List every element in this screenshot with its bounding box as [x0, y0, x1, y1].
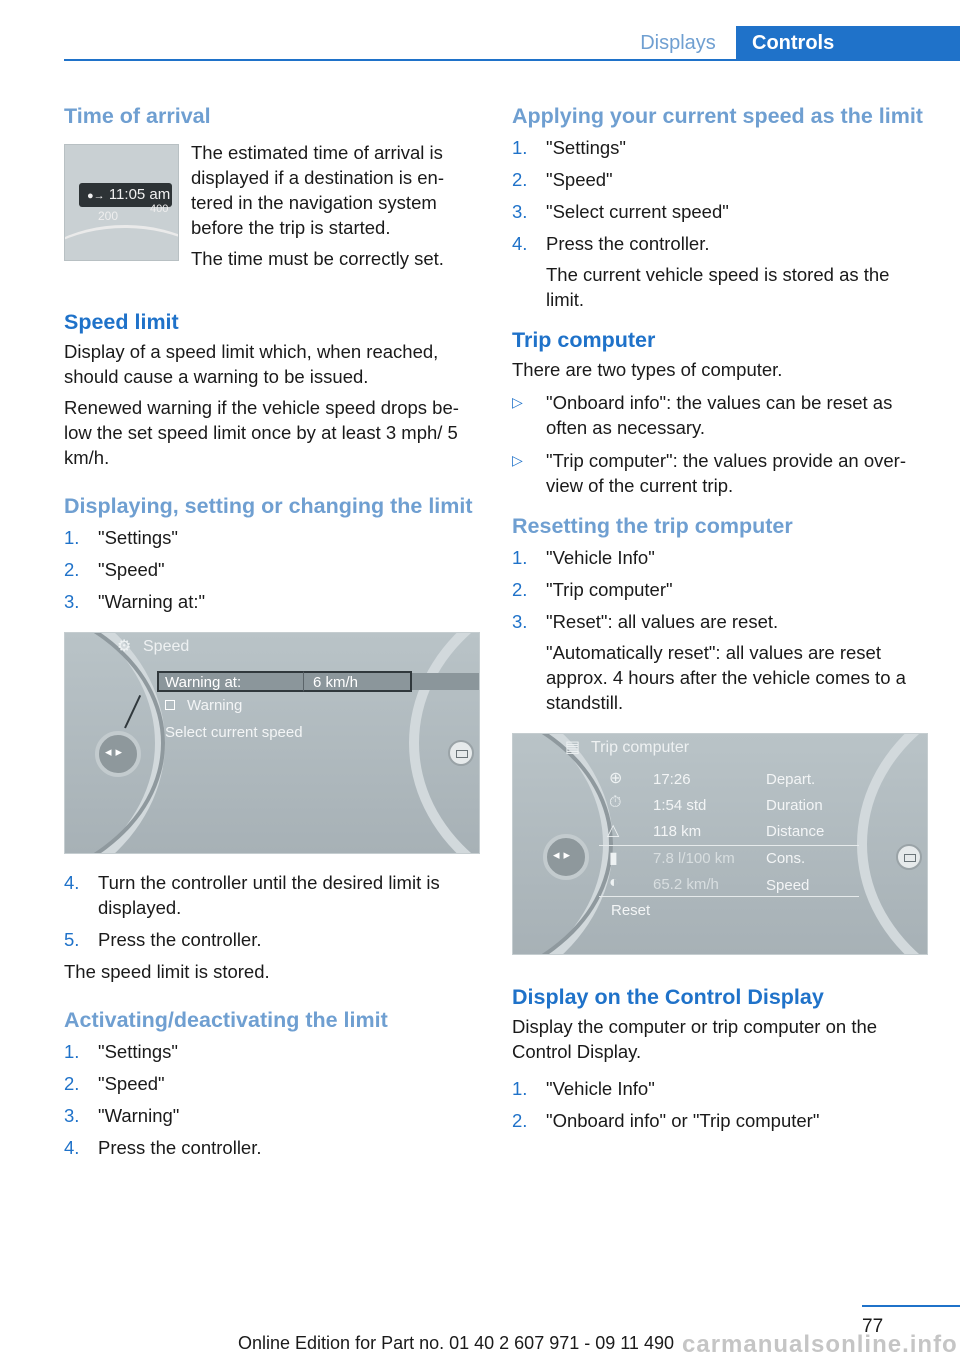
activating-steps: [64, 1039, 482, 1160]
warning-at-value: 6 km/h: [313, 674, 359, 691]
step-text: Press the controller.: [98, 929, 262, 950]
step-number: 2.: [512, 579, 528, 600]
footer-rule: [862, 1305, 960, 1307]
distance-road-icon: △: [607, 822, 620, 839]
step-number: 4.: [64, 1137, 80, 1158]
list-item: [64, 1071, 482, 1096]
step-text: "Onboard info" or "Trip computer": [546, 1110, 820, 1131]
trip-computer-icon: ▤: [565, 739, 581, 756]
step-text: Turn the controller until the desired limit is displayed.: [98, 872, 440, 918]
control-display-heading: Display on the Control Display: [512, 985, 824, 1009]
list-item: [64, 525, 482, 550]
speed-limit-warning-text: Renewed warning if the vehicle speed drops be-low the set speed limit once by at least 3 mph/ 5 km/h.: [64, 397, 459, 468]
list-item: [512, 577, 932, 602]
list-item: [64, 557, 482, 582]
scale-label: 400: [150, 203, 169, 215]
step-text: Press the controller.: [98, 1137, 262, 1158]
step-number: 1.: [64, 1041, 80, 1062]
speed-limit-heading: Speed limit: [64, 310, 179, 334]
step-number: 3.: [512, 201, 528, 222]
displaying-steps: [64, 525, 482, 614]
depart-label: Depart.: [766, 771, 816, 788]
time-of-arrival-heading: Time of arrival: [64, 104, 211, 128]
depart-value: 17:26: [653, 771, 691, 788]
time-of-arrival-section: [64, 100, 482, 300]
consumption-label: Cons.: [766, 850, 806, 867]
time-of-arrival-text: The estimated time of arrival is displayed if a destination is en-tered in the navigation system before the trip is started.: [191, 142, 444, 238]
step-number: 2.: [512, 169, 528, 190]
step-number: 3.: [512, 611, 528, 632]
step-text: "Warning at:": [98, 591, 206, 612]
bullet-text: "Onboard info": the values can be reset as often as necessary.: [546, 392, 893, 438]
step-text: "Vehicle Info": [546, 547, 655, 568]
list-item: [64, 1039, 482, 1064]
speed-label: Speed: [766, 877, 810, 894]
displaying-steps-continued: [64, 870, 482, 952]
list-item: [64, 1135, 482, 1160]
step-text: "Speed": [98, 559, 165, 580]
trip-computer-intro: There are two types of computer.: [512, 359, 783, 380]
computer-types-list: [512, 390, 932, 498]
time-of-arrival-note: The time must be correctly set.: [191, 248, 444, 269]
controller-icon: [95, 731, 141, 777]
clock-time: ●→ 11:05 am: [79, 183, 172, 207]
list-item: [512, 167, 932, 192]
header-chapter-tab: Controls: [736, 26, 960, 61]
warning-option: Warning: [187, 697, 243, 714]
divider: [599, 896, 859, 897]
departure-clock-icon: ⊕: [609, 770, 623, 787]
distance-label: Distance: [766, 823, 825, 840]
right-column: [512, 100, 932, 1140]
speed-settings-screen: [64, 632, 480, 854]
step-text: "Vehicle Info": [546, 1078, 655, 1099]
step-number: 4.: [64, 872, 80, 893]
control-display-section: [512, 985, 932, 1133]
step-text: "Settings": [546, 137, 626, 158]
displaying-section: [64, 494, 482, 984]
step-number: 3.: [64, 591, 80, 612]
screen-title: Speed: [143, 638, 190, 655]
speedometer-arc: [64, 225, 179, 261]
edition-text: Online Edition for Part no. 01 40 2 607 971 - 09 11 490: [238, 1333, 674, 1353]
speed-limit-text: Display of a speed limit which, when reached, should cause a warning to be issued.: [64, 341, 439, 387]
control-display-steps: [512, 1076, 932, 1133]
speed-limit-stored-text: The speed limit is stored.: [64, 961, 270, 982]
step-text: "Trip computer": [546, 579, 673, 600]
list-item: [512, 199, 932, 224]
step-text: "Warning": [98, 1105, 180, 1126]
controller-icon: [543, 834, 589, 880]
clock-display-image: [64, 144, 179, 261]
trip-computer-screen: [512, 733, 928, 955]
list-item: [64, 927, 482, 952]
resetting-steps: [512, 545, 932, 715]
step-subtext: The current vehicle speed is stored as the limit.: [546, 264, 890, 310]
divider: [599, 845, 859, 846]
list-item: [512, 390, 932, 440]
step-number: 2.: [64, 1073, 80, 1094]
applying-section: [512, 104, 932, 312]
stopwatch-icon: ⏱: [609, 794, 622, 811]
trip-computer-section: [512, 328, 932, 498]
warning-at-label: Warning at:: [165, 674, 242, 691]
watermark: carmanualsonline.info: [682, 1331, 958, 1358]
step-text: Press the controller.: [546, 233, 710, 254]
menu-icon: [448, 740, 474, 766]
left-column: [64, 100, 482, 1167]
step-number: 5.: [64, 929, 80, 950]
activating-section: [64, 1008, 482, 1160]
step-text: "Settings": [98, 1041, 178, 1062]
scale-label: 200: [98, 209, 119, 223]
list-item: [512, 545, 932, 570]
reset-option: Reset: [611, 902, 651, 919]
step-text: "Speed": [98, 1073, 165, 1094]
list-item: [512, 1108, 932, 1133]
step-number: 1.: [64, 527, 80, 548]
step-number: 4.: [512, 233, 528, 254]
step-number: 1.: [512, 1078, 528, 1099]
select-current-speed-option: Select current speed: [165, 724, 303, 741]
applying-heading: Applying your current speed as the limit: [512, 104, 923, 128]
resetting-heading: Resetting the trip computer: [512, 514, 793, 538]
distance-value: 118 km: [653, 823, 702, 840]
speed-value: 65.2 km/h: [653, 876, 719, 893]
duration-value: 1:54 std: [653, 797, 707, 814]
step-text: "Reset": all values are reset.: [546, 611, 779, 632]
step-number: 1.: [512, 137, 528, 158]
resetting-section: [512, 514, 932, 955]
duration-label: Duration: [766, 797, 823, 814]
bullet-triangle-icon: ▷: [512, 452, 523, 468]
speed-limit-section: [64, 310, 482, 470]
screen-bezel: [857, 733, 928, 955]
header-rule: [64, 59, 960, 61]
list-item: [64, 870, 482, 920]
step-text: "Settings": [98, 527, 178, 548]
applying-steps: [512, 135, 932, 312]
fuel-pump-icon: ▮: [609, 850, 618, 867]
step-number: 2.: [64, 559, 80, 580]
bullet-triangle-icon: ▷: [512, 394, 523, 410]
bullet-text: "Trip computer": the values provide an over-view of the current trip.: [546, 450, 907, 496]
step-number: 3.: [64, 1105, 80, 1126]
activating-heading: Activating/deactivating the limit: [64, 1008, 388, 1032]
list-item: [512, 448, 932, 498]
screen-title: Trip computer: [591, 739, 690, 756]
trip-computer-heading: Trip computer: [512, 328, 656, 352]
header-section-tab: Displays: [640, 32, 716, 54]
step-number: 2.: [512, 1110, 528, 1131]
step-text: "Speed": [546, 169, 613, 190]
list-item: [512, 1076, 932, 1101]
list-item: [64, 1103, 482, 1128]
list-item: [512, 135, 932, 160]
list-item: [64, 589, 482, 614]
page-number: 77: [862, 1316, 884, 1337]
step-text: "Select current speed": [546, 201, 729, 222]
list-item: [512, 609, 932, 715]
step-subtext: "Automatically reset": all values are reset approx. 4 hours after the vehicle comes to a standstill.: [546, 642, 906, 713]
displaying-heading: Displaying, setting or changing the limit: [64, 494, 473, 518]
checkbox-icon: [165, 700, 175, 710]
speedometer-icon: ◐: [609, 874, 619, 891]
control-display-text: Display the computer or trip computer on the Control Display.: [512, 1016, 878, 1062]
menu-icon: [896, 844, 922, 870]
list-item: [512, 231, 932, 312]
gear-icon: ⚙: [117, 638, 132, 655]
step-number: 1.: [512, 547, 528, 568]
consumption-value: 7.8 l/100 km: [653, 850, 735, 867]
